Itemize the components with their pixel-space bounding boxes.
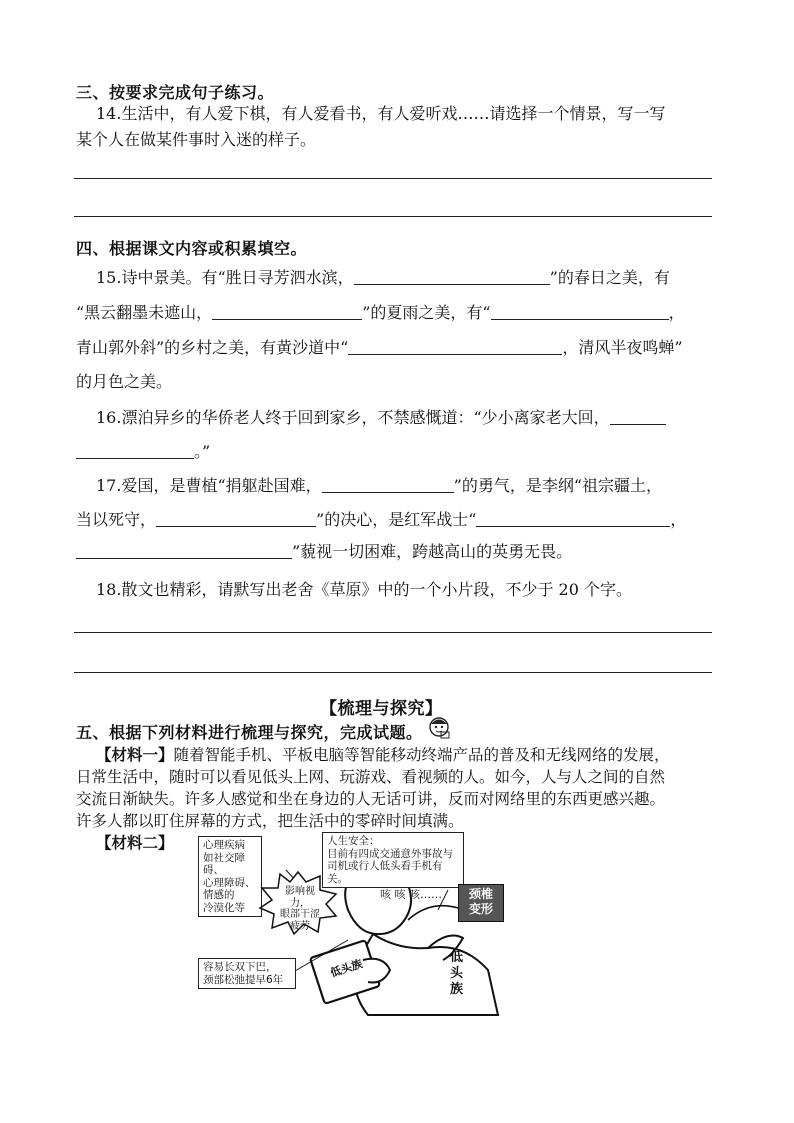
material-1-line-3: 交流日渐缺失。许多人感觉和坐在身边的人无话可讲，反而对网络里的东西更感兴趣。 xyxy=(76,790,666,808)
neck-deformation-label: 颈椎 变形 xyxy=(458,884,504,922)
q15-text-a: 15.诗中景美。有“胜日寻芳泗水滨， xyxy=(96,268,354,287)
q15-blank-1[interactable] xyxy=(354,268,550,285)
q17-text-a: 17.爱国，是曹植“捐躯赴国难， xyxy=(96,476,322,495)
phone-screen-text: 低头族 xyxy=(328,957,365,980)
question-15-line-4: 的月色之美。 xyxy=(76,372,173,391)
material-1-line-2: 日常生活中，随时可以看见低头上网、玩游戏、看视频的人。如今，人与人之间的自然 xyxy=(76,768,666,786)
q17-text-c: 当以死守， xyxy=(76,510,157,529)
cartoon-student-icon xyxy=(426,714,452,740)
double-chin-box: 容易长双下巴， 颈部松弛提早6年 xyxy=(198,958,296,989)
q17-text-d: ”的决心，是红军战士“ xyxy=(316,510,477,529)
eye-effect-text: 影响视力， 眼部干涩 疲劳 xyxy=(280,886,320,932)
question-15-line-1 xyxy=(96,268,670,288)
q15-text-g: ，清风半夜鸣蝉” xyxy=(562,338,683,357)
q16-text-b: 。” xyxy=(194,442,211,461)
answer-line-14b[interactable] xyxy=(74,216,712,217)
section-heading: 【梳理与探究】 xyxy=(320,699,443,719)
q17-blank-3b[interactable] xyxy=(76,542,292,559)
answer-line-18b[interactable] xyxy=(74,672,712,673)
safety-box: 人生安全： 目前有四成交通意外事故与 司机或行人低头看手机有关。 xyxy=(322,832,464,888)
q15-blank-2[interactable] xyxy=(212,303,362,320)
section-5-title: 五、根据下列材料进行梳理与探究，完成试题。 xyxy=(76,723,423,742)
q17-text-f: ”藐视一切困难，跨越高山的英勇无畏。 xyxy=(292,542,573,561)
section-4-title: 四、根据课文内容或积累填空。 xyxy=(76,239,308,258)
q15-text-b: ”的春日之美，有 xyxy=(549,268,670,287)
material-1-line-4: 许多人都以盯住屏幕的方式，把生活中的零碎时间填满。 xyxy=(76,812,464,830)
q15-blank-4[interactable] xyxy=(348,338,562,355)
section-3-title: 三、按要求完成句子练习。 xyxy=(76,83,275,102)
question-17-line-1 xyxy=(96,476,662,496)
q15-blank-3[interactable] xyxy=(491,303,669,320)
question-17-line-2 xyxy=(76,510,686,530)
material-1-label: 【材料一】 xyxy=(96,746,174,764)
question-18: 18.散文也精彩，请默写出老舍《草原》中的一个小片段，不少于 20 个字。 xyxy=(96,580,632,599)
q15-text-c: “黑云翻墨未遮山， xyxy=(76,303,213,322)
question-14-line-2: 某个人在做某件事时入迷的样子。 xyxy=(76,130,317,149)
mental-health-box: 心理疾病 如社交障碍、 心理障碍、 情感的 冷漠化等 xyxy=(198,836,262,917)
q15-text-e: ， xyxy=(668,303,685,322)
q17-text-b: ”的勇气，是李纲“祖宗疆土， xyxy=(453,476,663,495)
q17-text-e: ， xyxy=(670,510,687,529)
question-15-line-3 xyxy=(76,338,683,358)
question-15-line-2 xyxy=(76,303,685,323)
q17-blank-2[interactable] xyxy=(156,510,316,527)
q17-blank-1[interactable] xyxy=(322,476,454,493)
q17-blank-3[interactable] xyxy=(476,510,670,527)
question-16-line-1 xyxy=(96,408,666,428)
answer-line-14a[interactable] xyxy=(74,178,712,179)
material-2-label: 【材料二】 xyxy=(96,834,174,852)
q15-text-f: 青山郭外斜”的乡村之美，有黄沙道中“ xyxy=(76,338,349,357)
q16-text-a: 16.漂泊异乡的华侨老人终于回到家乡，不禁感慨道：“少小离家老大回， xyxy=(96,408,610,427)
q16-blank-1b[interactable] xyxy=(76,442,194,459)
side-vertical-text: 低 头 族 xyxy=(450,950,464,997)
cough-text: 咳 咳 咳…… xyxy=(380,888,442,901)
question-14-line-1: 14.生活中，有人爱下棋，有人爱看书，有人爱听戏……请选择一个情景，写一写 xyxy=(96,104,666,123)
material-1-line-1: 【材料一】随着智能手机、平板电脑等智能移动终端产品的普及和无线网络的发展， xyxy=(96,746,670,764)
question-17-line-3 xyxy=(76,542,572,562)
question-16-line-2 xyxy=(76,442,210,462)
q15-text-d: ”的夏雨之美，有“ xyxy=(362,303,491,322)
cartoon-illustration xyxy=(198,830,528,1020)
q16-blank-1a[interactable] xyxy=(610,408,666,425)
answer-line-18a[interactable] xyxy=(74,632,712,633)
